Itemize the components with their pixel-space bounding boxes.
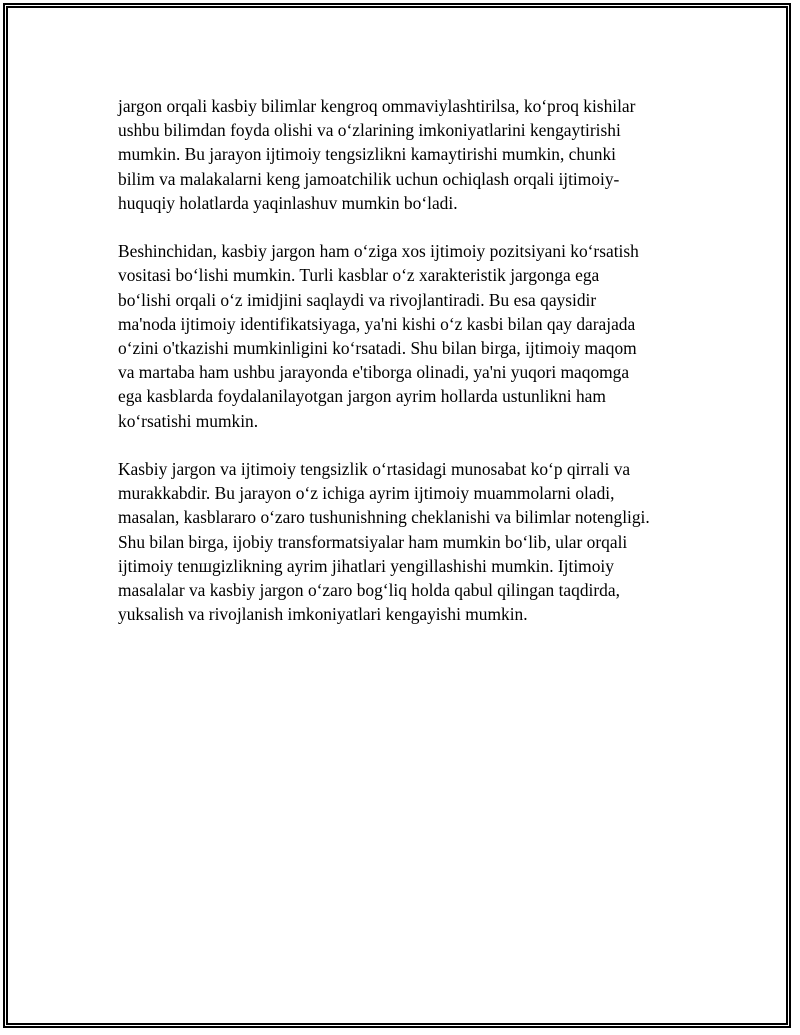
text-line: ushbu bilimdan foyda olishi va o‘zlarining imkoniyatlarini kengaytirishi [118, 120, 621, 141]
text-line: o‘zini o'tkazishi mumkinligini ko‘rsatadi. Shu bilan birga, ijtimoiy maqom [118, 338, 637, 359]
text-line: mumkin. Bu jarayon ijtimoiy tengsizlikni kamaytirishi mumkin, chunki [118, 144, 617, 165]
paragraph-3 [118, 457, 698, 626]
text-line: huquqiy holatlarda yaqinlashuv mumkin bo‘ladi. [118, 192, 458, 213]
text-line: Beshinchidan, kasbiy jargon ham o‘ziga xos ijtimoiy pozitsiyani ko‘rsatish [118, 241, 639, 262]
text-line: murakkabdir. Bu jarayon o‘z ichiga ayrim ijtimoiy muammolarni oladi, [118, 483, 615, 504]
text-line: va martaba ham ushbu jarayonda e'tiborga olinadi, ya'ni yuqori maqomga [118, 362, 630, 383]
text-line: yuksalish va rivojlanish imkoniyatlari kengayishi mumkin. [118, 604, 528, 625]
text-line: bilim va malakalarni keng jamoatchilik uchun ochiqlash orqali ijtimoiy- [118, 168, 620, 189]
text-line: jargon orqali kasbiy bilimlar kengroq ommaviylashtirilsa, ko‘proq kishilar [118, 96, 636, 116]
text-line: ega kasblarda foydalanilayotgan jargon ayrim hollarda ustunlikni ham [118, 386, 606, 407]
text-line: masalalar va kasbiy jargon o‘zaro bog‘liq holda qabul qilingan taqdirda, [118, 580, 620, 601]
paragraph-1 [118, 94, 698, 215]
text-line: ijtimoiy tenшgizlikning ayrim jihatlari yengillashishi mumkin. Ijtimoiy [118, 555, 614, 576]
page-body [118, 94, 698, 651]
text-line: vositasi bo‘lishi mumkin. Turli kasblar o‘z xarakteristik jargonga ega [118, 265, 600, 286]
text-line: Shu bilan birga, ijobiy transformatsiyalar ham mumkin bo‘lib, ular orqali [118, 531, 628, 552]
text-line: masalan, kasblararo o‘zaro tushunishning cheklanishi va bilimlar notengligi. [118, 507, 650, 528]
paragraph-2 [118, 239, 698, 433]
text-line: bo‘lishi orqali o‘z imidjini saqlaydi va rivojlantiradi. Bu esa qaysidir [118, 289, 597, 310]
text-line: Kasbiy jargon va ijtimoiy tengsizlik o‘rtasidagi munosabat ko‘p qirrali va [118, 459, 631, 480]
text-line: ko‘rsatishi mumkin. [118, 410, 259, 431]
text-line: ma'noda ijtimoiy identifikatsiyaga, ya'ni kishi o‘z kasbi bilan qay darajada [118, 313, 636, 334]
